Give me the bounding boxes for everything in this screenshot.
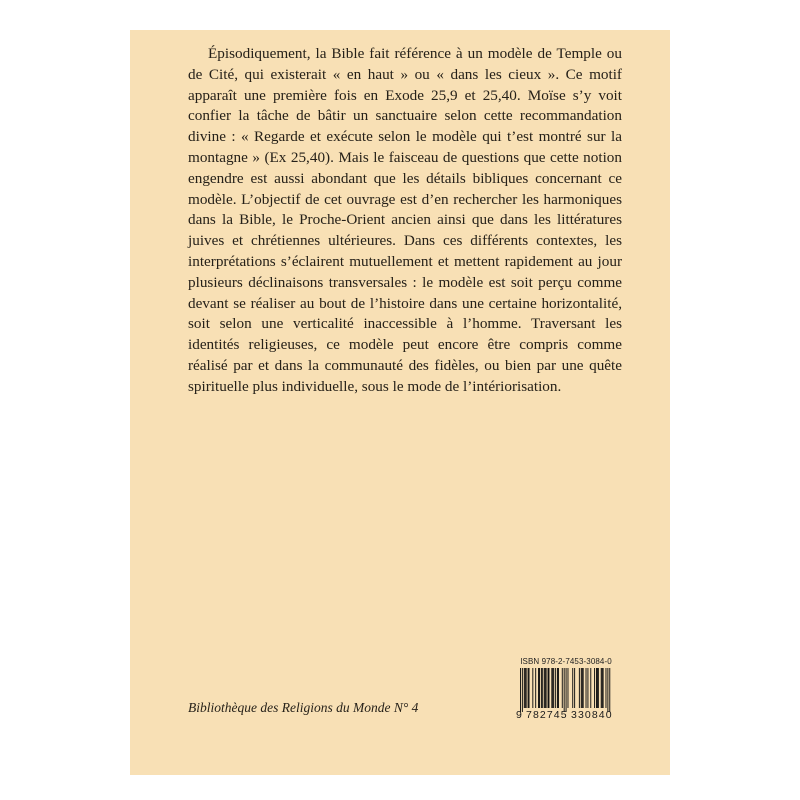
barcode-bar [548, 668, 549, 708]
barcode-bar [525, 668, 526, 708]
barcode-bar [524, 668, 525, 708]
barcode-bar [574, 668, 575, 708]
barcode-guard-bar [566, 668, 567, 712]
barcode-bar [568, 668, 569, 708]
barcode-bar [549, 668, 550, 708]
barcode-guard-bar [564, 668, 565, 712]
barcode-bar [594, 668, 595, 708]
barcode-bar [535, 668, 536, 708]
barcode-bar [587, 668, 588, 708]
barcode-bar [544, 668, 545, 708]
isbn-label: ISBN 978-2-7453-3084-0 [520, 657, 612, 666]
barcode-bar [553, 668, 554, 708]
barcode-bar [546, 668, 547, 708]
barcode-guard-bar [520, 668, 521, 712]
barcode-bar [602, 668, 603, 708]
barcode-bar [582, 668, 583, 708]
barcode-bar [552, 668, 553, 708]
barcode-guard-bar [522, 668, 523, 712]
barcode-bar [581, 668, 582, 708]
barcode-bar [529, 668, 530, 708]
barcode-bar [596, 668, 597, 708]
barcode-left-group: 782745 [526, 709, 568, 721]
barcode-bar [572, 668, 573, 708]
barcode-digits [516, 709, 616, 721]
barcode-bars [516, 668, 616, 712]
isbn-barcode [516, 657, 616, 721]
barcode-bar [541, 668, 542, 708]
barcode-bar [597, 668, 598, 708]
barcode-bar [545, 668, 546, 708]
barcode-bar [562, 668, 563, 708]
barcode-bar [558, 668, 559, 708]
barcode-bar [586, 668, 587, 708]
barcode-bar [551, 668, 552, 708]
barcode-bar [555, 668, 556, 708]
barcode-bar [606, 668, 607, 708]
series-title: Bibliothèque des Religions du Monde N° 4 [188, 700, 419, 715]
barcode-bar [601, 668, 602, 708]
barcode-bar [579, 668, 580, 708]
barcode-bar [583, 668, 584, 708]
barcode-bar [526, 668, 527, 708]
barcode-bar [598, 668, 599, 708]
barcode-first-digit: 9 [516, 709, 522, 721]
barcode-bar [528, 668, 529, 708]
barcode-guard-bar [609, 668, 610, 712]
barcode-right-group: 330840 [571, 709, 613, 721]
barcode-bar [539, 668, 540, 708]
back-cover-blurb: Épisodiquement, la Bible fait référence à un modèle de Temple ou de Cité, qui existerait « en haut » ou « dans les cieux ». Ce motif apparaît une première fois en Exode 25,9 et 25,40. Moïse s’y voit confier la tâche de bâtir un sanctuaire selon cette recommandation divine : « Regarde et exécute selon le modèle qui t’est montré sur la montagne » (Ex 25,40). Mais le faisceau de questions que cette notion engendre est aussi abondant que les détails bibliques concernant ce modèle. L’objectif de cet ouvrage est d’en rechercher les harmoniques dans la Bible, le Proche-Orient ancien ainsi que dans les littératures juives et chrétiennes ultérieures. Dans ces différents contextes, les interprétations s’éclairent mutuellement et mettent rapidement au jour plusieurs déclinaisons transversales : le modèle est soit perçu comme devant se réaliser au bout de l’histoire dans une certaine horizontalité, soit selon une verticalité inaccessible à l’homme. Traversant les identités religieuses, ce modèle peut encore être compris comme réalisé par et dans la communauté des fidèles, ou bien par une quête spirituelle plus individuelle, sous le mode de l’intériorisation. [188, 45, 622, 395]
barcode-bar [538, 668, 539, 708]
barcode-bar [603, 668, 604, 708]
barcode-bar [532, 668, 533, 708]
barcode-bar [542, 668, 543, 708]
barcode-bar [557, 668, 558, 708]
barcode-bar [590, 668, 591, 708]
barcode-guard-bar [607, 668, 608, 712]
